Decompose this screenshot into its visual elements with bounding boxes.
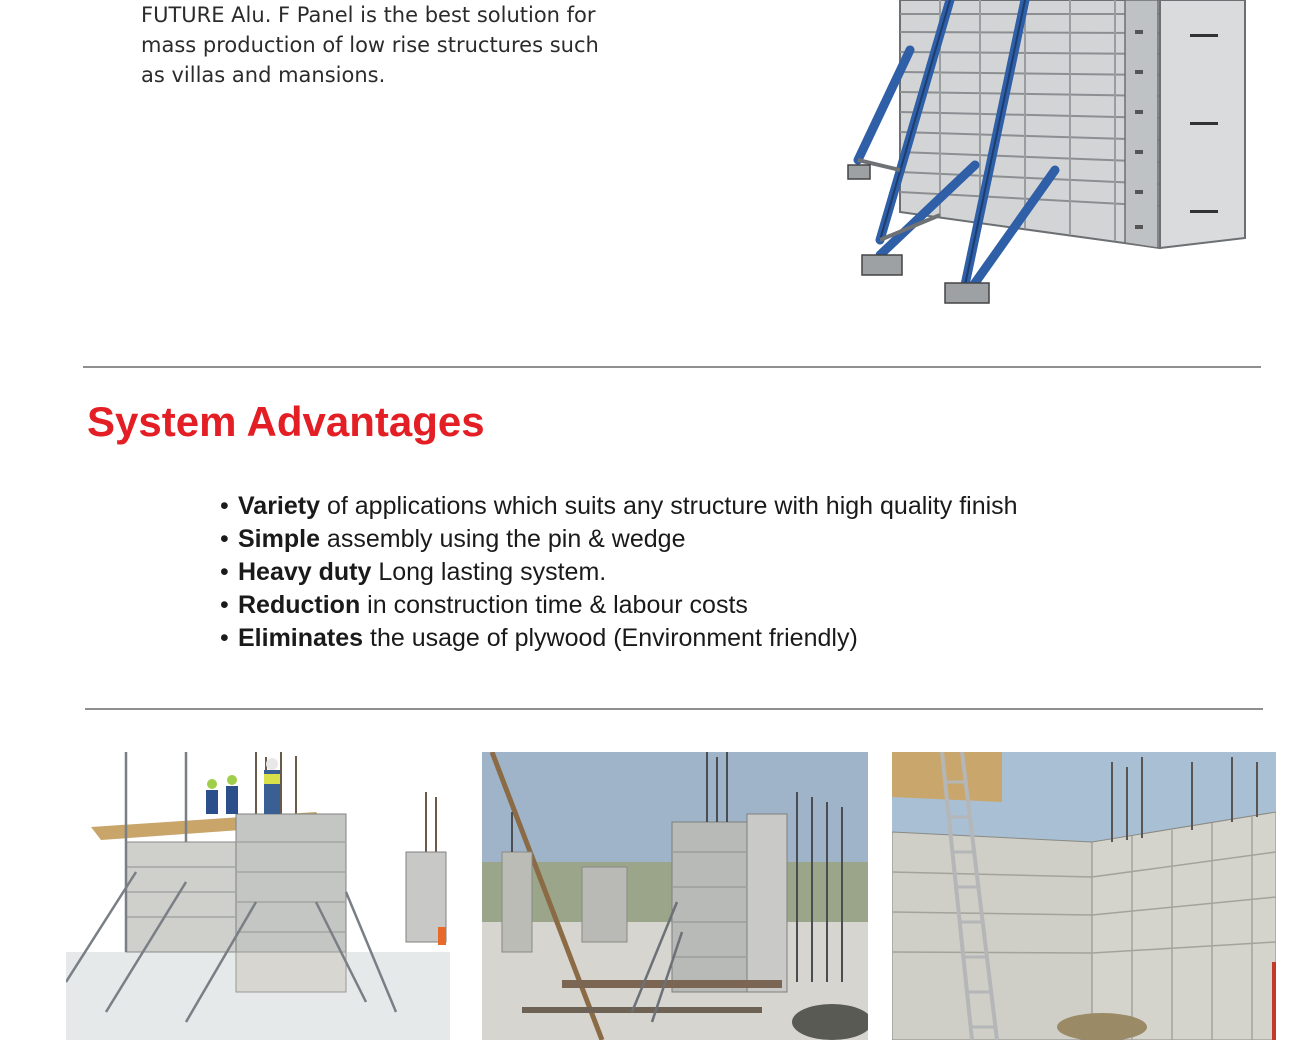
advantage-keyword: Simple: [238, 525, 320, 553]
bullet-icon: •: [220, 492, 229, 520]
advantage-text: the usage of plywood (Environment friendly): [363, 624, 858, 652]
advantage-keyword: Variety: [238, 492, 321, 520]
advantage-text: Long lasting system.: [371, 558, 607, 586]
section-title: System Advantages: [87, 398, 485, 445]
intro-line: FUTURE Alu. F Panel is the best solution for: [141, 3, 596, 27]
section-divider: [83, 366, 1261, 368]
intro-paragraph: [141, 0, 621, 90]
site-photo-wall-formwork: [892, 752, 1276, 1040]
photo-drawing: [482, 752, 868, 1040]
bullet-icon: •: [220, 591, 229, 619]
section-divider: [85, 708, 1263, 710]
bullet-icon: •: [220, 558, 229, 586]
advantage-text: of applications which suits any structure with high quality finish: [320, 492, 1018, 520]
site-photo-columns-scaffold: [66, 752, 450, 1040]
intro-line: mass production of low rise structures such: [141, 33, 599, 57]
site-photo-columns-slab: [482, 752, 868, 1040]
list-item: [220, 490, 1018, 523]
bullet-icon: •: [220, 525, 229, 553]
bullet-icon: •: [220, 624, 229, 652]
list-item: [220, 556, 1018, 589]
advantage-keyword: Heavy duty: [238, 558, 372, 586]
panel-drawing: [840, 0, 1270, 310]
intro-line: as villas and mansions.: [141, 63, 386, 87]
aluminium-panel-illustration: [840, 0, 1270, 310]
list-item: [220, 523, 1018, 556]
advantage-keyword: Eliminates: [238, 624, 364, 652]
advantage-text: in construction time & labour costs: [360, 591, 748, 619]
advantages-list: [220, 490, 1018, 655]
advantage-keyword: Reduction: [238, 591, 361, 619]
list-item: [220, 589, 1018, 622]
photo-drawing: [892, 752, 1276, 1040]
list-item: [220, 622, 1018, 655]
advantage-text: assembly using the pin & wedge: [319, 525, 686, 553]
photo-drawing: [66, 752, 450, 1040]
